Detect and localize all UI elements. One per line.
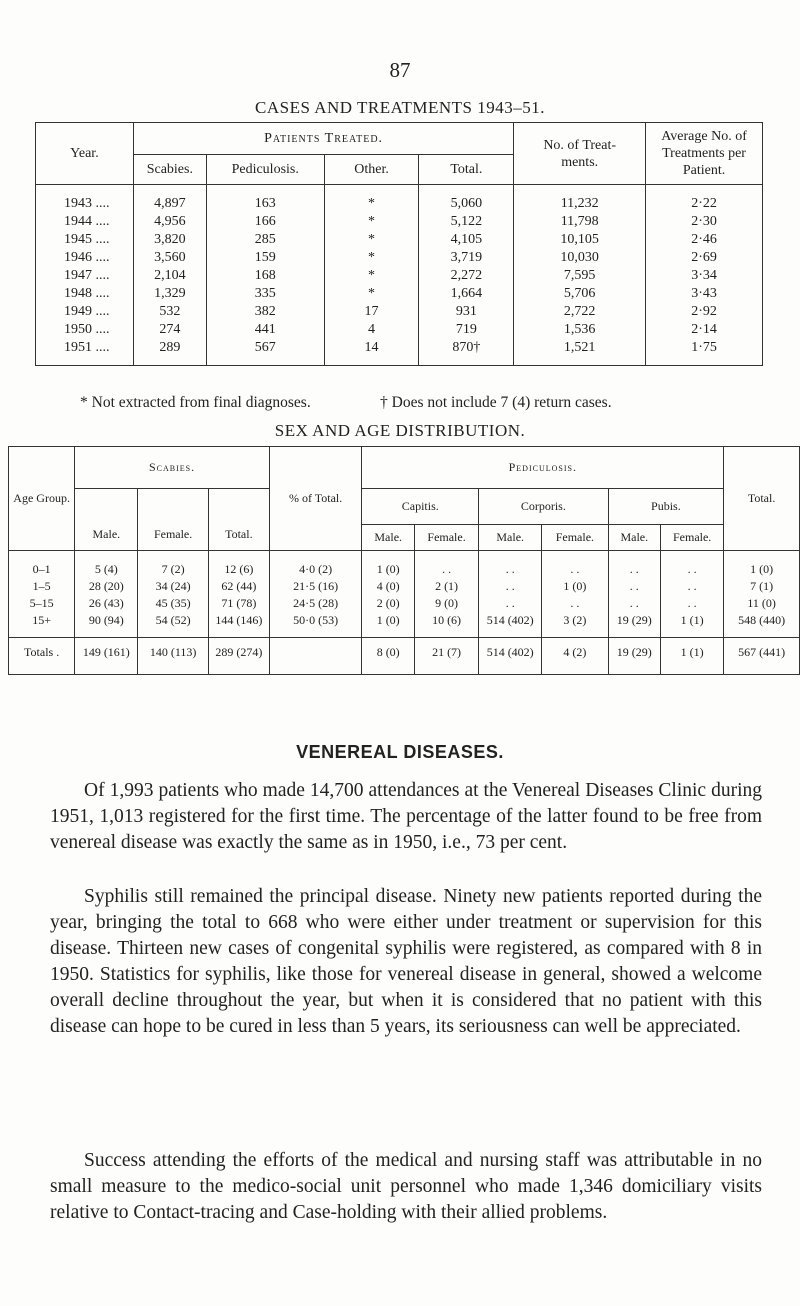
table-row [36, 213, 763, 231]
cell-cap_m: 1 (0) [362, 551, 415, 579]
cell-cap_f: 10 (6) [414, 612, 478, 638]
header-corporis-male: Male. [479, 525, 542, 551]
cell-total: 931 [419, 303, 514, 321]
cell-cor_m: . . [479, 551, 542, 579]
cell-s_male: 26 (43) [75, 595, 138, 612]
total-cell-cap_m: 8 (0) [362, 638, 415, 675]
cell-age: 5–15 [9, 595, 75, 612]
header-pubis-female: Female. [661, 525, 724, 551]
cell-scabies: 4,897 [133, 185, 206, 214]
paragraph-2 [50, 884, 762, 1040]
cell-pct: 4·0 (2) [269, 551, 362, 579]
header-capitis: Capitis. [362, 489, 479, 525]
cell-total: 548 (440) [724, 612, 800, 638]
cell-year: 1946 .... [36, 249, 134, 267]
total-cell-s_female: 140 (113) [138, 638, 208, 675]
page-number: 87 [389, 58, 411, 82]
cell-cap_f: . . [414, 551, 478, 579]
table-row [36, 231, 763, 249]
cell-other: 17 [324, 303, 419, 321]
cell-pediculosis: 166 [206, 213, 324, 231]
table1-title: CASES AND TREATMENTS 1943–51. [255, 98, 545, 117]
header-age-group: Age Group. [9, 447, 75, 551]
cell-treatments: 2,722 [514, 303, 646, 321]
cell-total: 1 (0) [724, 551, 800, 579]
header-scabies-group: Scabies. [75, 447, 270, 489]
cell-s_total: 144 (146) [208, 612, 269, 638]
total-cell-cor_f: 4 (2) [542, 638, 608, 675]
cell-scabies: 3,560 [133, 249, 206, 267]
cell-total: 1,664 [419, 285, 514, 303]
cell-s_female: 54 (52) [138, 612, 208, 638]
cell-treatments: 11,798 [514, 213, 646, 231]
cell-pub_f: . . [661, 578, 724, 595]
cell-average: 1·75 [646, 339, 763, 366]
header-treatments: No. of Treat- ments. [514, 123, 646, 185]
cell-year: 1947 .... [36, 267, 134, 285]
cell-treatments: 1,521 [514, 339, 646, 366]
cell-cap_f: 9 (0) [414, 595, 478, 612]
cell-other: * [324, 267, 419, 285]
cell-pediculosis: 163 [206, 185, 324, 214]
paragraph-3 [50, 1148, 762, 1226]
sex-age-distribution-table [8, 446, 800, 675]
cell-treatments: 10,030 [514, 249, 646, 267]
table-row [36, 285, 763, 303]
cell-year: 1948 .... [36, 285, 134, 303]
cell-pub_m: . . [608, 578, 661, 595]
header-scabies-female: Female. [138, 489, 208, 551]
cell-average: 2·30 [646, 213, 763, 231]
cell-cap_m: 1 (0) [362, 612, 415, 638]
header-other: Other. [324, 155, 419, 185]
cell-cap_m: 2 (0) [362, 595, 415, 612]
cell-pediculosis: 335 [206, 285, 324, 303]
cell-total: 2,272 [419, 267, 514, 285]
total-cell-s_total: 289 (274) [208, 638, 269, 675]
cell-pub_f: . . [661, 551, 724, 579]
total-cell-age: Totals . [9, 638, 75, 675]
cell-other: * [324, 285, 419, 303]
cell-total: 11 (0) [724, 595, 800, 612]
total-cell-cap_f: 21 (7) [414, 638, 478, 675]
total-cell-pub_f: 1 (1) [661, 638, 724, 675]
cell-treatments: 7,595 [514, 267, 646, 285]
cell-pediculosis: 441 [206, 321, 324, 339]
header-corporis-female: Female. [542, 525, 608, 551]
table-row [36, 267, 763, 285]
cell-scabies: 2,104 [133, 267, 206, 285]
cell-s_total: 12 (6) [208, 551, 269, 579]
cell-other: 4 [324, 321, 419, 339]
cell-age: 1–5 [9, 578, 75, 595]
total-cell-total: 567 (441) [724, 638, 800, 675]
footnote-dagger: † Does not include 7 (4) return cases. [380, 394, 612, 411]
cell-total: 3,719 [419, 249, 514, 267]
cell-total: 5,060 [419, 185, 514, 214]
cell-other: * [324, 185, 419, 214]
cell-year: 1944 .... [36, 213, 134, 231]
header-scabies-total: Total. [208, 489, 269, 551]
table2-body [9, 551, 800, 675]
cell-treatments: 10,105 [514, 231, 646, 249]
header-pubis: Pubis. [608, 489, 724, 525]
cell-average: 2·46 [646, 231, 763, 249]
cell-treatments: 1,536 [514, 321, 646, 339]
table-row [9, 551, 800, 579]
table-row [36, 249, 763, 267]
cell-pct: 21·5 (16) [269, 578, 362, 595]
total-cell-s_male: 149 (161) [75, 638, 138, 675]
header-capitis-male: Male. [362, 525, 415, 551]
cell-treatments: 11,232 [514, 185, 646, 214]
cell-scabies: 1,329 [133, 285, 206, 303]
table1-footnotes [80, 394, 800, 412]
table-row [9, 612, 800, 638]
header-corporis: Corporis. [479, 489, 608, 525]
header-average: Average No. of Treatments per Patient. [646, 123, 763, 185]
section-heading: VENEREAL DISEASES. [296, 742, 504, 762]
cell-total: 4,105 [419, 231, 514, 249]
totals-row [9, 638, 800, 675]
cell-year: 1951 .... [36, 339, 134, 366]
table-row [36, 321, 763, 339]
paragraph-text: Success attending the efforts of the medical and nursing staff was attributable in no small measure to the medico-social unit personnel who made 1,346 domiciliary visits relative to Contact-tracing and Case-holding with their allied problems. [50, 1150, 762, 1223]
cell-pub_f: . . [661, 595, 724, 612]
header-pediculosis-group: Pediculosis. [362, 447, 724, 489]
cell-cor_f: . . [542, 551, 608, 579]
header-pubis-male: Male. [608, 525, 661, 551]
table1-body [36, 185, 763, 366]
header-patients-treated: Patients Treated. [133, 123, 513, 155]
cell-s_male: 5 (4) [75, 551, 138, 579]
cell-total: 719 [419, 321, 514, 339]
cell-pediculosis: 382 [206, 303, 324, 321]
cell-pediculosis: 168 [206, 267, 324, 285]
table-row [36, 339, 763, 366]
cell-cor_m: . . [479, 595, 542, 612]
header-pediculosis: Pediculosis. [206, 155, 324, 185]
cell-average: 2·69 [646, 249, 763, 267]
cell-s_male: 90 (94) [75, 612, 138, 638]
cell-pct: 24·5 (28) [269, 595, 362, 612]
cell-pct: 50·0 (53) [269, 612, 362, 638]
paragraph-text: Syphilis still remained the principal disease. Ninety new patients reported during the year, bringing the total to 668 who were either under treatment or supervision for this disease. Thirteen new cases of congenital syphilis were registered, as compared with 8 in 1950. Statistics for syphilis, like those for venereal disease in general, showed a welcome overall decline throughout the year, but when it is considered that no patient with this disease can hope to be cured in less than 5 years, its seriousness can well be appreciated. [50, 886, 762, 1037]
cell-year: 1943 .... [36, 185, 134, 214]
header-scabies: Scabies. [133, 155, 206, 185]
cell-pediculosis: 159 [206, 249, 324, 267]
cell-average: 3·34 [646, 267, 763, 285]
cell-s_female: 34 (24) [138, 578, 208, 595]
cell-s_total: 71 (78) [208, 595, 269, 612]
cell-pediculosis: 567 [206, 339, 324, 366]
cell-scabies: 4,956 [133, 213, 206, 231]
table-row [36, 185, 763, 214]
header-year: Year. [36, 123, 134, 185]
cell-pediculosis: 285 [206, 231, 324, 249]
table2-title: SEX AND AGE DISTRIBUTION. [274, 421, 526, 440]
cell-year: 1945 .... [36, 231, 134, 249]
header-pct-total: % of Total. [269, 447, 362, 551]
cell-average: 3·43 [646, 285, 763, 303]
cell-cap_f: 2 (1) [414, 578, 478, 595]
footnote-asterisk: * Not extracted from final diagnoses. [80, 394, 311, 411]
cell-scabies: 289 [133, 339, 206, 366]
cell-average: 2·14 [646, 321, 763, 339]
cell-age: 15+ [9, 612, 75, 638]
paragraph-1 [50, 778, 762, 856]
cell-cor_f: 1 (0) [542, 578, 608, 595]
total-cell-pct [269, 638, 362, 675]
total-cell-cor_m: 514 (402) [479, 638, 542, 675]
cell-pub_m: 19 (29) [608, 612, 661, 638]
cell-scabies: 3,820 [133, 231, 206, 249]
cell-other: * [324, 249, 419, 267]
cell-pub_f: 1 (1) [661, 612, 724, 638]
cell-year: 1949 .... [36, 303, 134, 321]
cell-cap_m: 4 (0) [362, 578, 415, 595]
cell-s_total: 62 (44) [208, 578, 269, 595]
cell-treatments: 5,706 [514, 285, 646, 303]
header-scabies-male: Male. [75, 489, 138, 551]
cell-age: 0–1 [9, 551, 75, 579]
cell-scabies: 532 [133, 303, 206, 321]
cell-average: 2·22 [646, 185, 763, 214]
header-total: Total. [419, 155, 514, 185]
cell-total: 7 (1) [724, 578, 800, 595]
cell-other: * [324, 213, 419, 231]
cell-s_male: 28 (20) [75, 578, 138, 595]
cell-scabies: 274 [133, 321, 206, 339]
cell-other: * [324, 231, 419, 249]
cell-cor_m: 514 (402) [479, 612, 542, 638]
cell-other: 14 [324, 339, 419, 366]
cell-s_female: 7 (2) [138, 551, 208, 579]
cell-total: 5,122 [419, 213, 514, 231]
cases-treatments-table [35, 122, 763, 366]
table-row [36, 303, 763, 321]
table-row [9, 595, 800, 612]
cell-total: 870† [419, 339, 514, 366]
cell-average: 2·92 [646, 303, 763, 321]
header-grand-total: Total. [724, 447, 800, 551]
paragraph-text: Of 1,993 patients who made 14,700 attendances at the Venereal Diseases Clinic during 1951, 1,013 registered for the first time. The percentage of the latter found to be free from venereal disease was exactly the same as in 1950, i.e., 73 per cent. [50, 780, 762, 853]
header-capitis-female: Female. [414, 525, 478, 551]
cell-pub_m: . . [608, 551, 661, 579]
cell-pub_m: . . [608, 595, 661, 612]
cell-year: 1950 .... [36, 321, 134, 339]
cell-cor_f: . . [542, 595, 608, 612]
cell-s_female: 45 (35) [138, 595, 208, 612]
table-row [9, 578, 800, 595]
cell-cor_m: . . [479, 578, 542, 595]
cell-cor_f: 3 (2) [542, 612, 608, 638]
total-cell-pub_m: 19 (29) [608, 638, 661, 675]
